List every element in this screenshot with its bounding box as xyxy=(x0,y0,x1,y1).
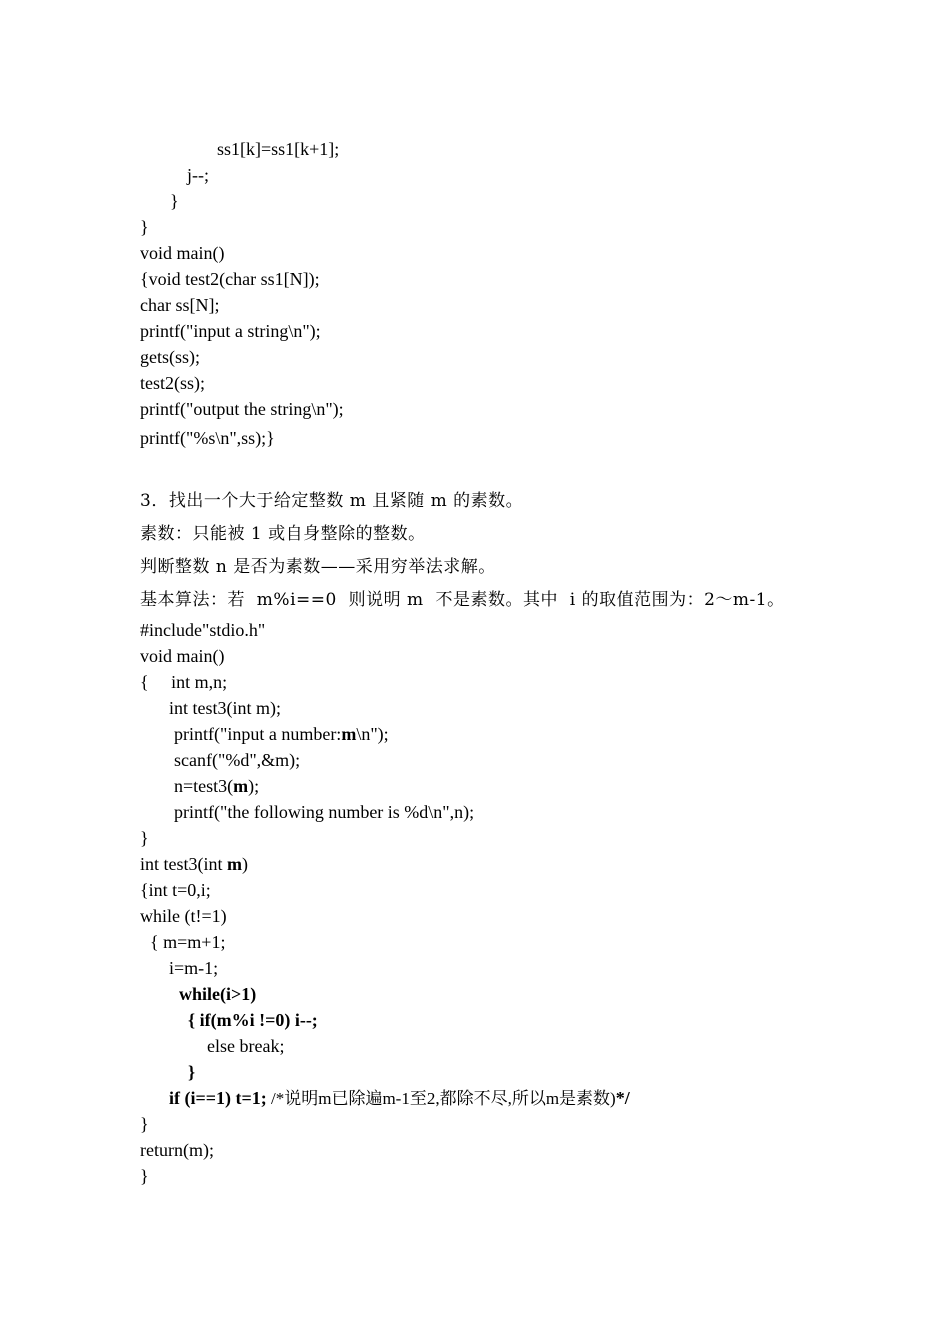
paragraph-algorithm: 基本算法：若 m%i==0 则说明 m 不是素数。其中 i 的取值范围为：2～m-1。 xyxy=(140,590,785,610)
code-segment-bold: m xyxy=(233,776,249,796)
code-line: scanf("%d",&m); xyxy=(174,750,301,770)
code-line: { if(m%i !=0) i--; xyxy=(188,1010,318,1030)
code-comment: /*说明m已除遍m-1至2,都除不尽,所以m是素数) xyxy=(266,1089,616,1108)
code-segment-bold: m xyxy=(341,724,357,744)
code-line: #include"stdio.h" xyxy=(140,620,266,640)
code-line: char ss[N]; xyxy=(140,295,220,315)
section-heading: 3．找出一个大于给定整数 m 且紧随 m 的素数。 xyxy=(140,491,524,511)
code-line: while(i>1) xyxy=(179,984,257,1004)
code-line: printf("%s\n",ss);} xyxy=(140,428,275,448)
code-line: int test3(int m); xyxy=(169,698,281,718)
code-line: { m=m+1; xyxy=(150,932,226,952)
code-line: } xyxy=(140,217,149,237)
paragraph-judge: 判断整数 n 是否为素数——采用穷举法求解。 xyxy=(140,557,496,577)
code-segment-bold: if (i==1) t=1; xyxy=(169,1088,267,1108)
code-segment-bold: */ xyxy=(615,1088,630,1108)
code-line: test2(ss); xyxy=(140,373,205,393)
code-line: i=m-1; xyxy=(169,958,219,978)
code-segment: printf("input a number: xyxy=(174,724,342,744)
code-segment-bold: m xyxy=(227,854,242,874)
code-line: while (t!=1) xyxy=(140,906,227,926)
code-line: printf("input a string\n"); xyxy=(140,321,321,341)
code-segment-bold: \n"); xyxy=(356,724,389,744)
code-line: void main() xyxy=(140,243,225,263)
code-line: return(m); xyxy=(140,1140,214,1160)
code-line: ss1[k]=ss1[k+1]; xyxy=(217,139,340,159)
code-line: } xyxy=(140,828,149,848)
code-line xyxy=(140,852,248,876)
code-line: } xyxy=(140,1114,149,1134)
code-segment: ); xyxy=(248,776,260,796)
code-line: else break; xyxy=(207,1036,285,1056)
paragraph-definition: 素数：只能被 1 或自身整除的整数。 xyxy=(140,524,426,544)
code-line xyxy=(174,722,389,746)
code-segment: int test3(int xyxy=(140,854,227,874)
code-line xyxy=(174,774,259,798)
code-line: printf("output the string\n"); xyxy=(140,399,344,419)
code-line: {int t=0,i; xyxy=(140,880,211,900)
code-line xyxy=(169,1086,630,1111)
code-line: {void test2(char ss1[N]); xyxy=(140,269,320,289)
code-line: } xyxy=(170,191,179,211)
code-line: { int m,n; xyxy=(140,672,228,692)
code-line: printf("the following number is %d\n",n); xyxy=(174,802,475,822)
code-line: } xyxy=(140,1166,149,1186)
code-line: j--; xyxy=(187,165,209,185)
code-segment: n=test3( xyxy=(174,776,234,796)
code-line: void main() xyxy=(140,646,225,666)
code-line: gets(ss); xyxy=(140,347,200,367)
code-line: } xyxy=(188,1062,196,1082)
code-segment: ) xyxy=(242,854,248,874)
